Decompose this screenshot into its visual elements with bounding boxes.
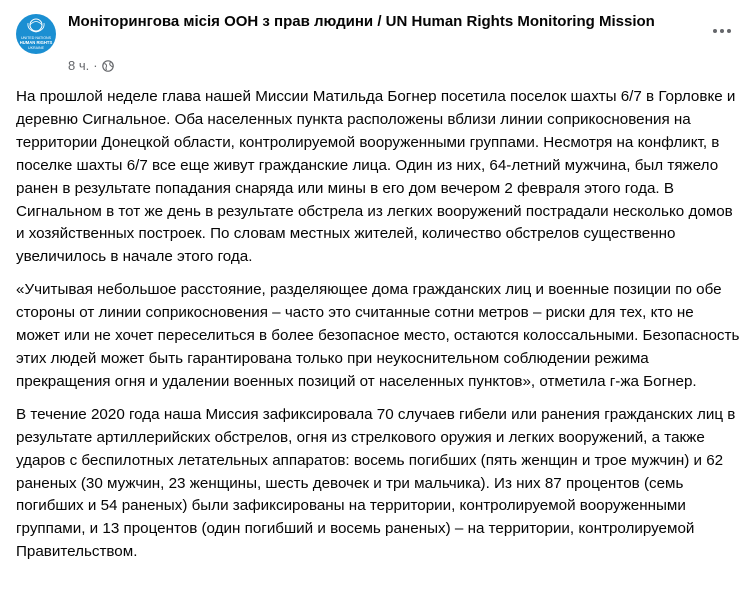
globe-icon[interactable]: [102, 60, 114, 72]
more-options-icon: [713, 29, 717, 33]
post-paragraph-2: «Учитывая небольшое расстояние, разделяющее дома гражданских лиц и военные позиции по обе стороны от линии соприкосновения – часто это считанные сотни метров – риски для тех, кто не может или не хочет переселиться в более безопасное место, остаются колоссальными. Безопасность этих людей может быть гарантирована только при неукоснительном соблюдении режима прекращения огня и удалении военных позиций от населенных пунктов», отметила г-жа Богнер.: [16, 281, 740, 390]
post-header: [16, 12, 739, 82]
avatar-text-2: HUMAN RIGHTS: [19, 40, 53, 45]
avatar-text-1: UNITED NATIONS: [20, 36, 52, 40]
post-body: [16, 86, 740, 574]
page-name-link[interactable]: Моніторингова місія ООН з прав людини / UN Human Rights Monitoring Mission: [68, 13, 655, 30]
post-paragraph-3: В течение 2020 года наша Миссия зафиксировала 70 случаев гибели или ранения гражданских лиц в результате артиллерийских обстрелов, огня из стрелкового оружия и легких вооружений, а также ударов с беспилотных летательных аппаратов: восемь погибших (пять женщин и трое мужчин) и 62 раненых (30 мужчин, 23 женщины, шесть девочек и три мальчика). Из них 87 процентов (семь погибших и 54 раненых) были зафиксированы на территории, контролируемой вооруженными группами, и 13 процентов (один погибший и восемь раненых) – на территории, контролируемой Правительством.: [16, 405, 736, 561]
un-emblem-icon: [16, 14, 56, 54]
avatar[interactable]: [16, 14, 56, 54]
post-timestamp[interactable]: 8 ч.: [68, 58, 90, 73]
more-options-button[interactable]: [707, 20, 737, 42]
meta-separator: ·: [93, 58, 98, 73]
post-meta: [68, 58, 114, 74]
post-paragraph-1: На прошлой неделе глава нашей Миссии Матильда Богнер посетила поселок шахты 6/7 в Горловке и деревню Сигнальное. Оба населенных пункта расположены вблизи линии соприкосновения на территории Донецкой области, контролируемой вооруженными группами. Несмотря на конфликт, в поселке шахты 6/7 все еще живут гражданские лица. Один из них, 64-летний мужчина, был тяжело ранен в результате попадания снаряда или мины в его дом вечером 2 февраля этого года. В Сигнальном в тот же день в результате обстрела из легких вооружений пострадали несколько домов и хозяйственных построек. По словам местных жителей, количество обстрелов существенно увеличилось в начале этого года.: [16, 88, 736, 266]
avatar-text-3: UKRAINE: [28, 46, 44, 50]
